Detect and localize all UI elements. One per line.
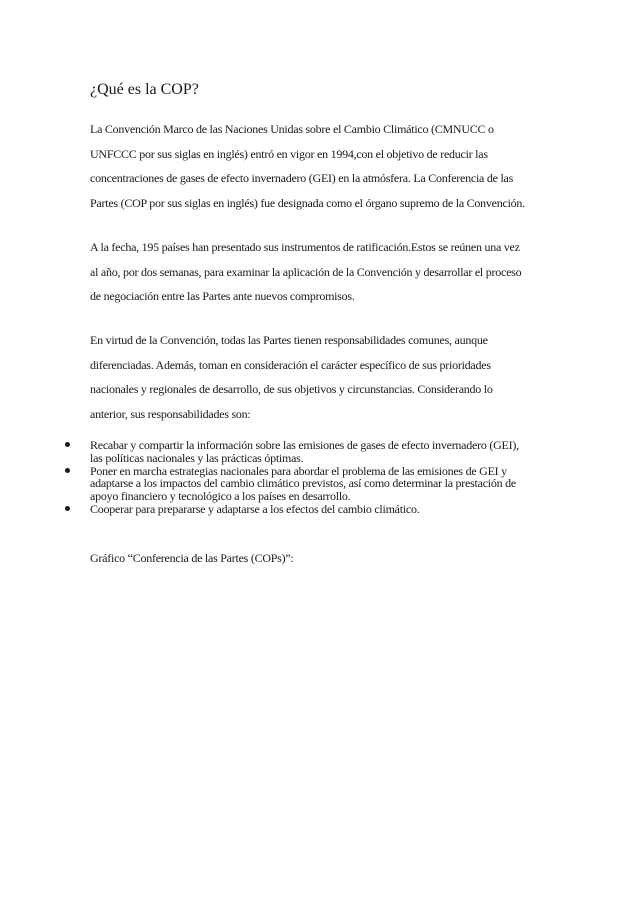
paragraph-line: UNFCCC por sus siglas en inglés) entró en vigor en 1994,con el objetivo de reducir las bbox=[90, 146, 488, 161]
figure-caption: Gráfico “Conferencia de las Partes (COPs)”: bbox=[90, 551, 294, 565]
list-item bbox=[0, 503, 638, 516]
paragraph-cmnucc bbox=[90, 117, 560, 215]
paragraph-line: Partes (COP por sus siglas en inglés) fue designada como el órgano supremo de la Convención. bbox=[90, 195, 525, 210]
paragraph-line: anterior, sus responsabilidades son: bbox=[90, 406, 251, 421]
list-item-line: Poner en marcha estrategias nacionales para abordar el problema de las emisiones de GEI y bbox=[90, 463, 507, 478]
bullet-icon bbox=[65, 468, 70, 473]
paragraph-line: concentraciones de gases de efecto invernadero (GEI) en la atmósfera. La Conferencia de las bbox=[90, 171, 514, 185]
paragraph-ratification bbox=[90, 235, 560, 309]
list-item bbox=[0, 439, 638, 465]
list-item-line: las políticas nacionales y las prácticas óptimas. bbox=[90, 450, 304, 465]
list-item-line: apoyo financiero y tecnológico a los países en desarrollo. bbox=[90, 489, 351, 504]
paragraph-line: En virtud de la Convención, todas las Partes tienen responsabilidades comunes, aunque bbox=[90, 333, 488, 347]
paragraph-line: al año, por dos semanas, para examinar la aplicación de la Convención y desarrollar el proceso bbox=[90, 264, 522, 279]
responsibilities-list bbox=[0, 439, 638, 516]
page-title: ¿Qué es la COP? bbox=[90, 81, 199, 98]
paragraph-line: La Convención Marco de las Naciones Unidas sobre el Cambio Climático (CMNUCC o bbox=[90, 122, 494, 136]
paragraph-responsibilities bbox=[90, 328, 560, 426]
paragraph-line: nacionales y regionales de desarrollo, de sus objetivos y circunstancias. Considerando lo bbox=[90, 382, 493, 396]
list-item-line: Recabar y compartir la información sobre las emisiones de gases de efecto invernadero (GEI), bbox=[90, 438, 519, 452]
paragraph-line: de negociación entre las Partes ante nuevos compromisos. bbox=[90, 289, 355, 303]
paragraph-line: A la fecha, 195 países han presentado sus instrumentos de ratificación.Estos se reúnen una vez bbox=[90, 240, 520, 254]
list-item bbox=[0, 465, 638, 503]
paragraph-line: diferenciadas. Además, toman en consideración el carácter específico de sus prioridades bbox=[90, 357, 491, 372]
bullet-icon bbox=[65, 442, 70, 447]
bullet-icon bbox=[65, 506, 70, 511]
list-item-line: Cooperar para prepararse y adaptarse a los efectos del cambio climático. bbox=[90, 501, 420, 516]
list-item-line: adaptarse a los impactos del cambio climático previstos, así como determinar la prestación de bbox=[90, 476, 516, 491]
